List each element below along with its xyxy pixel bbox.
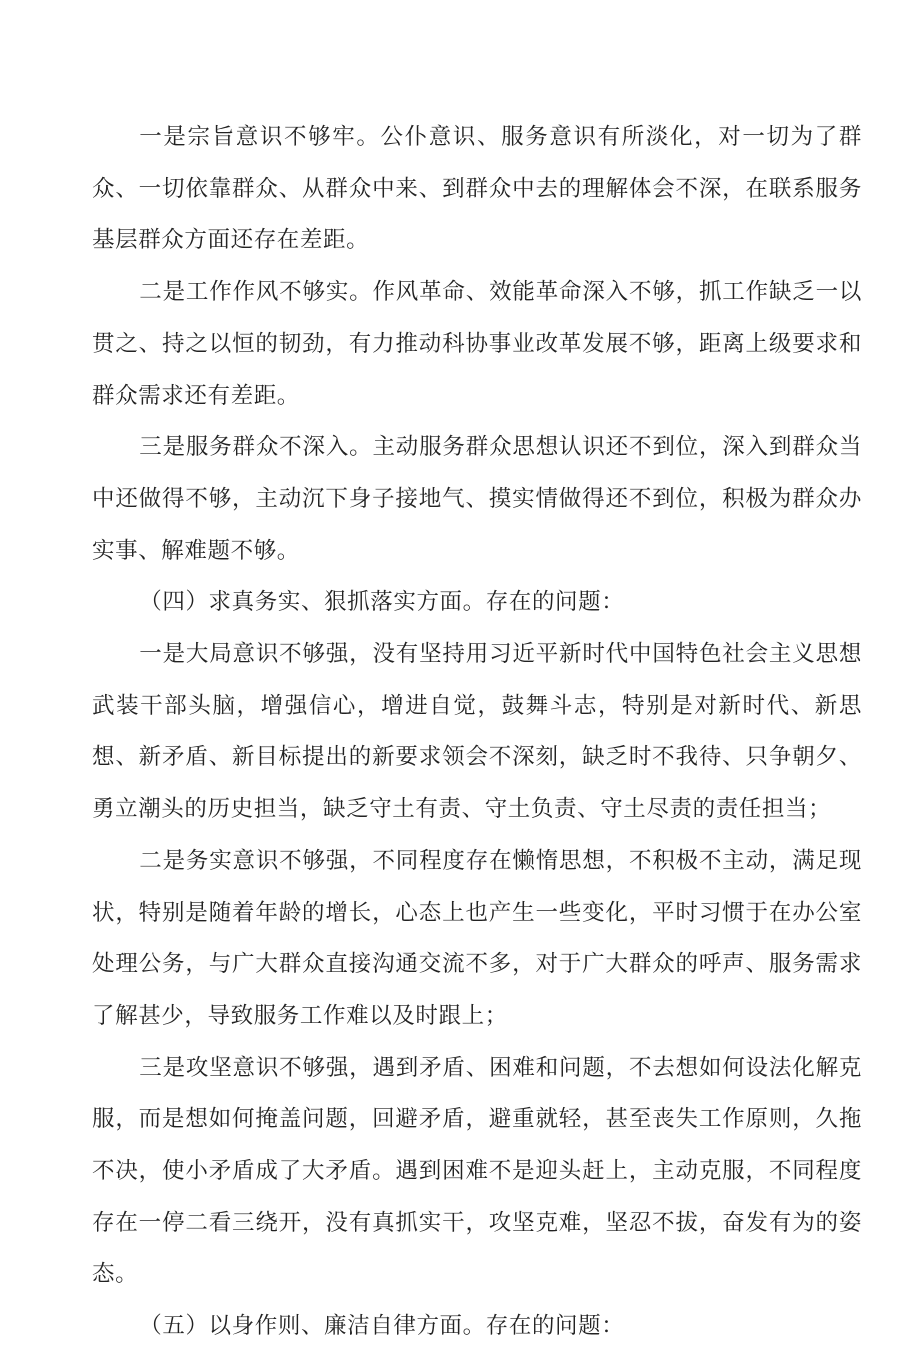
paragraph-serving-masses: 三是服务群众不深入。主动服务群众思想认识还不到位，深入到群众当中还做得不够，主动沉下身子接地气、摸实情做得还不到位，积极为群众办实事、解难题不够。 bbox=[92, 434, 862, 564]
paragraph-pragmatic-awareness: 二是务实意识不够强，不同程度存在懒惰思想，不积极不主动，满足现状，特别是随着年龄的增长，心态上也产生一些变化，平时习惯于在办公室处理公务，与广大群众直接沟通交流不多，对于广大群众的呼声、服务需求了解甚少，导致服务工作难以及时跟上； bbox=[92, 847, 862, 1029]
paragraph-tackling-awareness: 三是攻坚意识不够强，遇到矛盾、困难和问题，不去想如何设法化解克服，而是想如何掩盖问题，回避矛盾，避重就轻，甚至丧失工作原则，久拖不决，使小矛盾成了大矛盾。遇到困难不是迎头赶上，主动克服，不同程度存在一停二看三绕开，没有真抓实干，攻坚克难，坚忍不拔，奋发有为的姿态。 bbox=[92, 1054, 862, 1288]
paragraph-work-style: 二是工作作风不够实。作风革命、效能革命深入不够，抓工作缺乏一以贯之、持之以恒的韧劲，有力推动科协事业改革发展不够，距离上级要求和群众需求还有差距。 bbox=[92, 279, 862, 409]
paragraph-purpose-awareness: 一是宗旨意识不够牢。公仆意识、服务意识有所淡化，对一切为了群众、一切依靠群众、从群众中来、到群众中去的理解体会不深，在联系服务基层群众方面还存在差距。 bbox=[92, 124, 862, 254]
section-heading-5: （五）以身作则、廉洁自律方面。存在的问题： bbox=[139, 1313, 625, 1340]
document-body bbox=[92, 112, 862, 1353]
paragraph-overall-awareness: 一是大局意识不够强，没有坚持用习近平新时代中国特色社会主义思想武装干部头脑，增强信心，增进自觉，鼓舞斗志，特别是对新时代、新思想、新矛盾、新目标提出的新要求领会不深刻，缺乏时不我待、只争朝夕、勇立潮头的历史担当，缺乏守土有责、守土负责、守土尽责的责任担当； bbox=[92, 641, 862, 823]
section-heading-4: （四）求真务实、狠抓落实方面。存在的问题： bbox=[139, 589, 625, 616]
